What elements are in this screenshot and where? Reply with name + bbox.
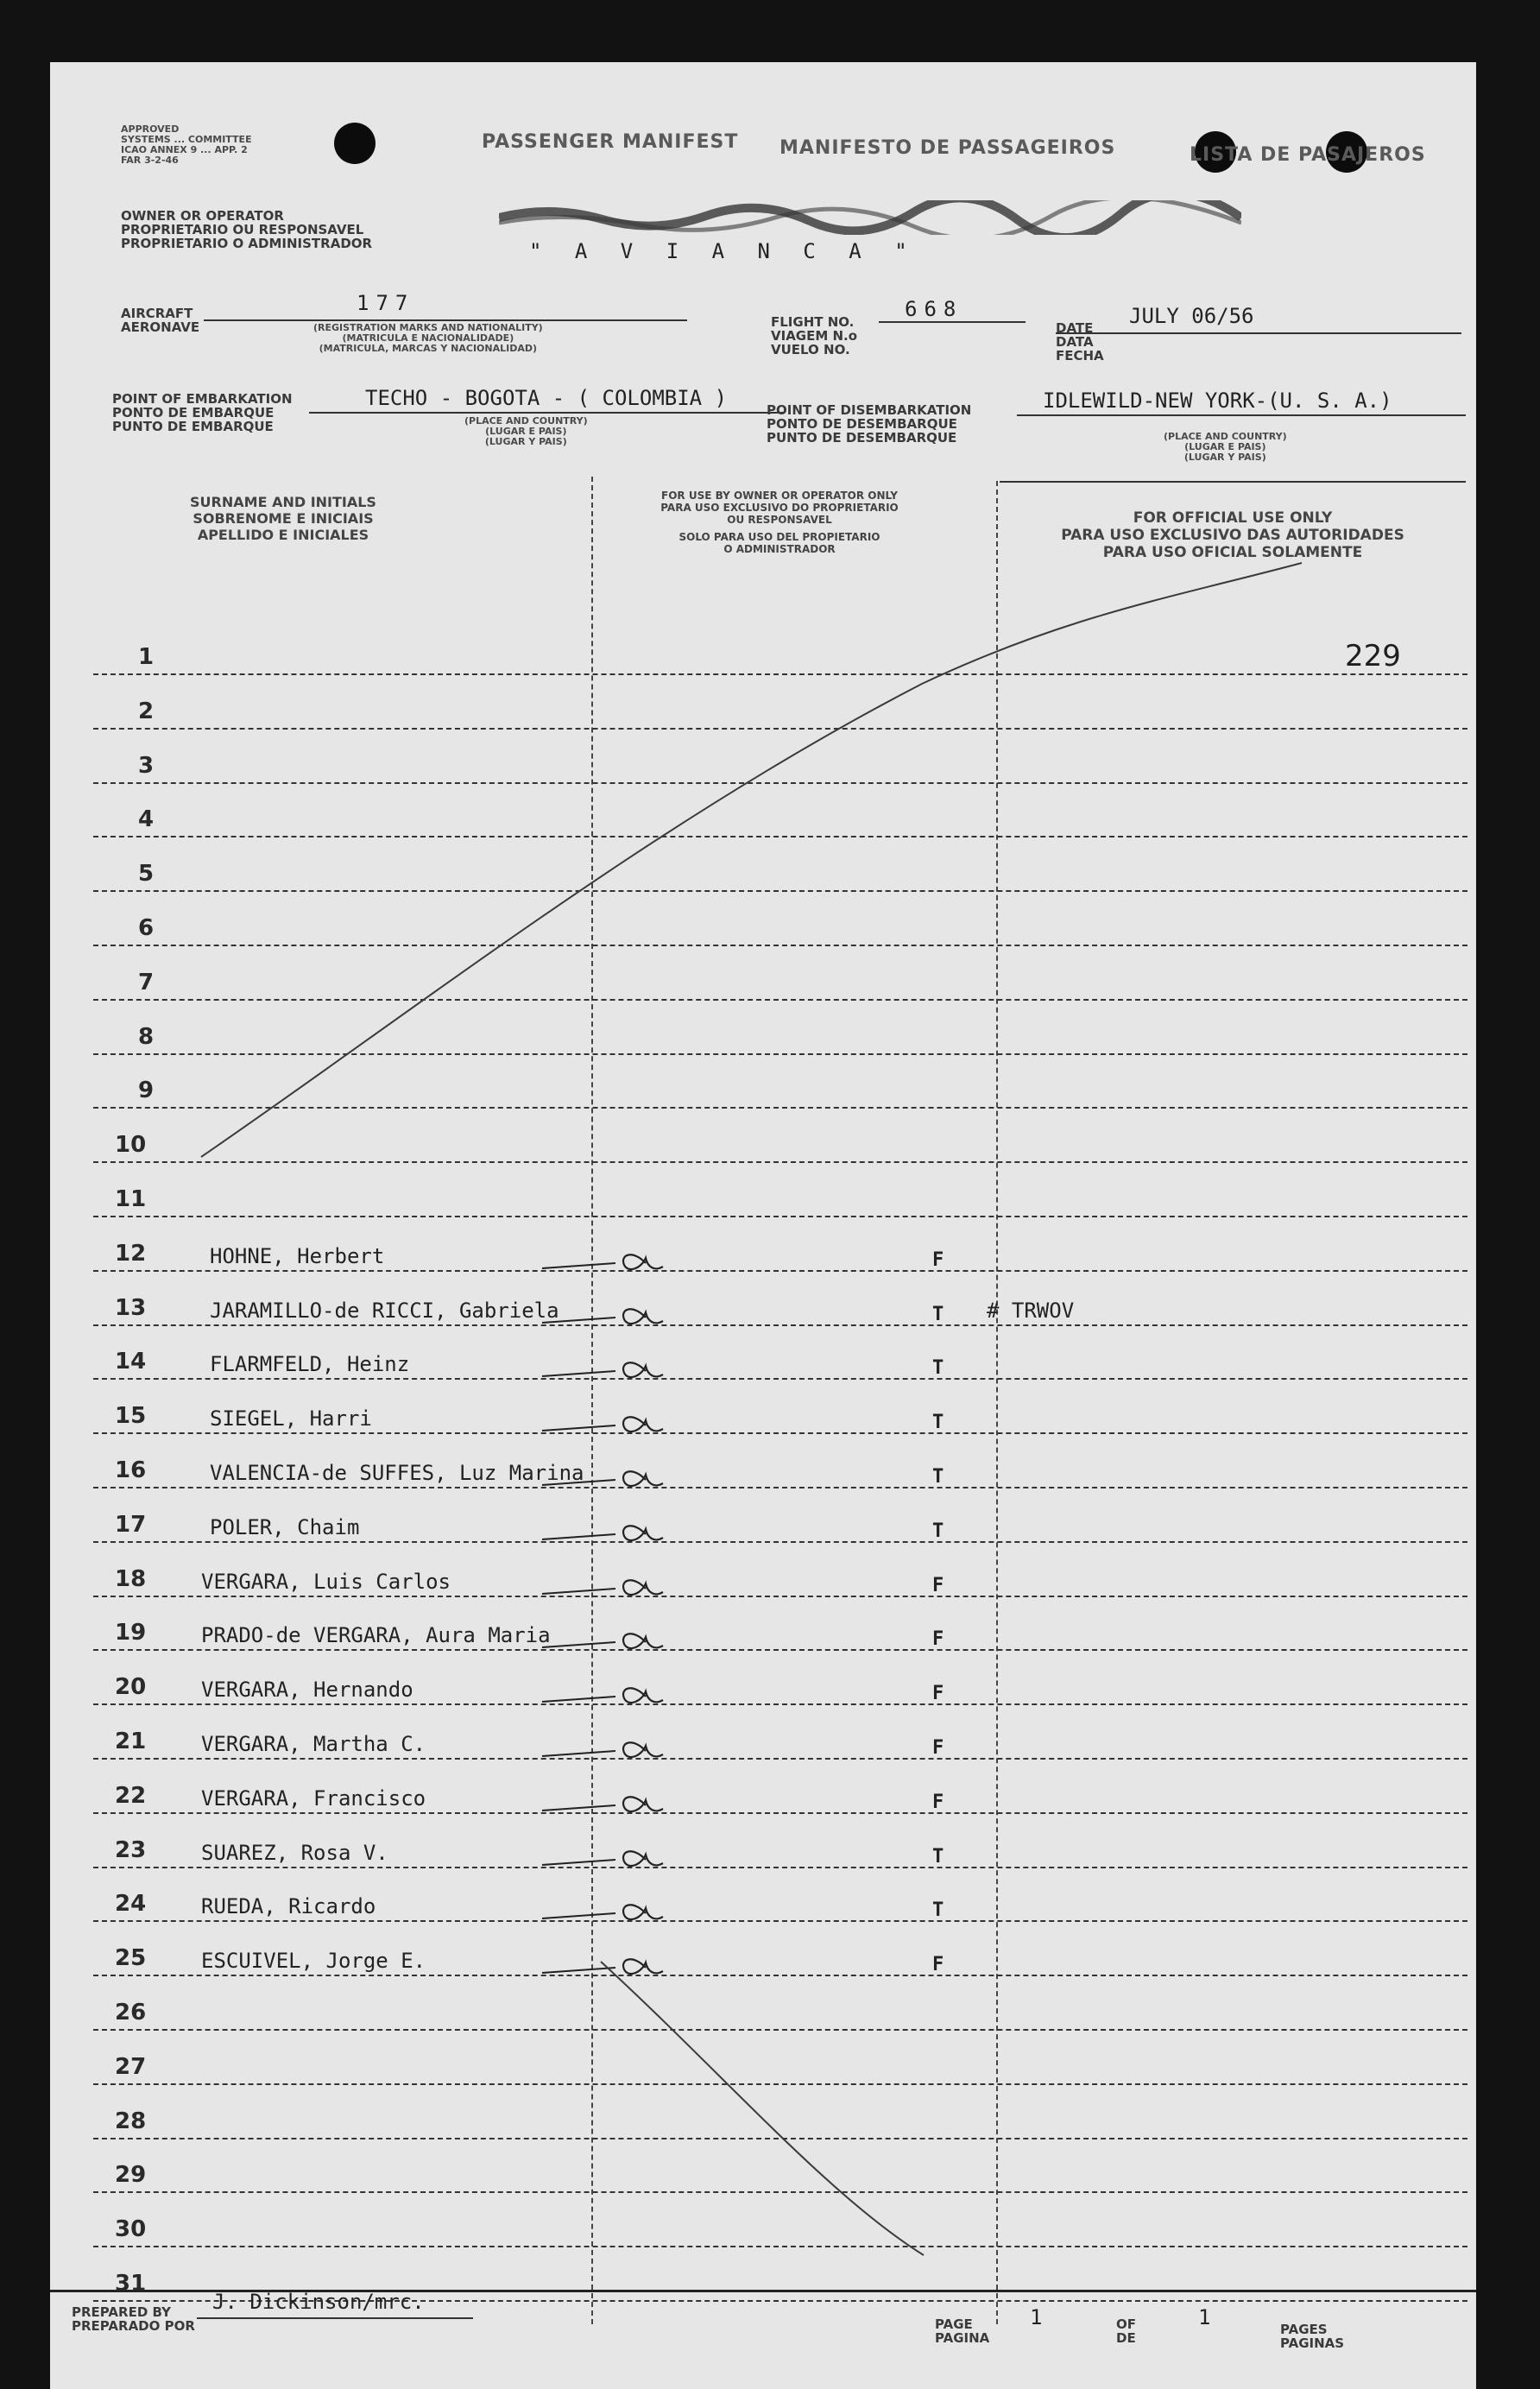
row-rule [93,1703,1467,1705]
row-number: 29 [115,2162,147,2189]
row-number: 15 [115,1403,147,1430]
header-top-rule [1000,481,1466,483]
handwritten-check-mark [538,1345,685,1388]
prepared-value: J. Dickinson/mrc. [212,2290,425,2314]
row-number: 2 [138,698,155,724]
flight-value: 668 [905,297,963,321]
passenger-code: T [932,1357,944,1380]
row-number: 20 [115,1674,147,1701]
title-en: PASSENGER MANIFEST [482,131,739,153]
passenger-code: T [932,1466,944,1488]
handwritten-check-mark [538,1725,685,1768]
disembark-value: IDLEWILD-NEW YORK-(U. S. A.) [1043,389,1392,413]
aircraft-underline [204,319,687,321]
row-number: 30 [115,2216,147,2243]
manifest-sheet [50,62,1476,2389]
handwritten-check-mark [538,1508,685,1552]
row-number: 3 [138,752,155,779]
handwritten-check-mark [538,1563,685,1606]
passenger-name: PRADO-de VERGARA, Aura Maria [201,1623,551,1648]
handwritten-check-mark [538,1400,685,1443]
approval-block: APPROVED SYSTEMS ... COMMITTEE ICAO ANNEX 9 ... APP. 2 FAR 3-2-46 [121,123,252,166]
embark-place-label: (PLACE AND COUNTRY) (LUGAR E PAIS) (LUGAR Y PAIS) [464,415,588,447]
passenger-code: T [932,1303,944,1325]
handwritten-check-mark [538,1942,685,1985]
crossed-out-owner-line [499,200,1241,235]
row-number: 26 [115,2000,147,2026]
row-number: 8 [138,1023,155,1050]
passenger-name: ESCUIVEL, Jorge E. [201,1949,426,1974]
passenger-name: VERGARA, Hernando [201,1678,413,1703]
registration-label: (REGISTRATION MARKS AND NATIONALITY) (MATRICULA E NACIONALIDADE) (MATRICULA, MARCAS Y NACIONALIDAD) [313,322,543,354]
passenger-name: FLARMFELD, Heinz [210,1352,410,1377]
passenger-code: F [932,1683,944,1705]
row-number: 6 [138,915,155,941]
owner-label: OWNER OR OPERATOR PROPRIETARIO OU RESPONSAVEL PROPRIETARIO O ADMINISTRADOR [121,208,373,251]
prepared-label: PREPARED BY PREPARADO POR [72,2304,195,2334]
of-label: OF DE [1116,2316,1136,2346]
row-number: 12 [115,1240,147,1267]
row-rule [93,782,1467,784]
row-rule [93,1975,1467,1976]
passenger-name: RUEDA, Ricardo [201,1894,376,1919]
row-number: 16 [115,1457,147,1483]
handwritten-check-mark [538,1454,685,1497]
flight-underline [879,321,1026,323]
row-number: 28 [115,2108,147,2134]
passenger-name: POLER, Chaim [210,1514,360,1539]
row-rule [93,728,1467,730]
date-value: JULY 06/56 [1129,304,1254,328]
embark-label: POINT OF EMBARKATION PONTO DE EMBARQUE PUNTO DE EMBARQUE [112,391,293,434]
disembark-underline [1017,414,1466,416]
handwritten-check-mark [538,1779,685,1823]
passenger-code: T [932,1412,944,1434]
row-rule [93,1053,1467,1055]
embark-underline [309,412,784,414]
stamp-number: 229 [1345,639,1401,673]
passenger-code: F [932,1954,944,1976]
passenger-name: JARAMILLO-de RICCI, Gabriela [210,1298,559,1323]
row-rule [93,2029,1467,2031]
of-value: 1 [1198,2305,1211,2329]
row-rule [93,1270,1467,1272]
row-number: 21 [115,1729,147,1754]
owner-value: " A V I A N C A " [529,239,918,263]
row-rule [93,1596,1467,1597]
aircraft-label: AIRCRAFT AERONAVE [121,306,200,335]
row-rule [93,1867,1467,1868]
passenger-name: VALENCIA-de SUFFES, Luz Marina [210,1461,584,1485]
date-label: DATE DATA FECHA [1056,320,1104,363]
row-rule [93,1216,1467,1217]
flight-label: FLIGHT NO. VIAGEM N.o VUELO NO. [771,314,858,357]
passenger-code: T [932,1845,944,1868]
title-pt: MANIFESTO DE PASSAGEIROS [779,137,1116,159]
row-number: 25 [115,1945,147,1972]
passenger-code: F [932,1574,944,1596]
row-number: 24 [115,1891,147,1918]
row-rule [93,1324,1467,1326]
disembark-label: POINT OF DISEMBARKATION PONTO DE DESEMBARQUE PUNTO DE DESEMBARQUE [767,402,972,446]
row-number: 18 [115,1565,147,1592]
passenger-code: F [932,1737,944,1759]
row-rule [93,1541,1467,1543]
passenger-name: SIEGEL, Harri [210,1406,372,1432]
row-rule [93,890,1467,892]
row-rule [93,2191,1467,2193]
handwritten-check-mark [538,1671,685,1714]
row-rule [93,1487,1467,1488]
row-rule [93,1920,1467,1922]
row-number: 11 [115,1186,147,1212]
passenger-name: VERGARA, Luis Carlos [201,1569,451,1594]
page-value: 1 [1030,2305,1043,2329]
row-number: 5 [138,861,155,888]
row-rule [93,1378,1467,1380]
passenger-name: VERGARA, Francisco [201,1785,426,1811]
pages-label: PAGES PAGINAS [1280,2322,1345,2351]
row-rule [93,2083,1467,2085]
handwritten-check-mark [538,1292,685,1335]
passenger-name: SUAREZ, Rosa V. [201,1840,388,1865]
row-number: 14 [115,1349,147,1375]
passenger-code: F [932,1791,944,1813]
col-header-surname: SURNAME AND INITIALS SOBRENOME E INICIAIS APELLIDO E INICIALES [190,494,376,543]
punch-hole-left [334,123,376,164]
handwritten-check-mark [538,1834,685,1877]
row-rule [93,1432,1467,1434]
col-header-official: FOR OFFICIAL USE ONLY PARA USO EXCLUSIVO DAS AUTORIDADES PARA USO OFICIAL SOLAMENTE [1061,509,1404,561]
page-label: PAGE PAGINA [935,2316,990,2346]
row-number: 7 [138,969,155,995]
passenger-code: F [932,1628,944,1651]
passenger-code: F [932,1248,944,1271]
row-rule [93,945,1467,946]
row-number: 17 [115,1511,147,1538]
row-rule [93,999,1467,1001]
handwritten-check-mark [538,1616,685,1659]
row-number: 4 [138,806,155,833]
row-rule [93,1649,1467,1651]
row-rule [93,2246,1467,2247]
passenger-name: VERGARA, Martha C. [201,1732,426,1756]
row-rule [93,1812,1467,1814]
official-note: # TRWOV [987,1298,1075,1323]
row-rule [93,1758,1467,1760]
row-rule [93,673,1467,675]
aircraft-value: 177 [357,291,415,315]
row-number: 1 [138,644,155,670]
prepared-underline [197,2317,473,2319]
passenger-name: HOHNE, Herbert [210,1243,385,1268]
date-underline [1056,332,1461,334]
col-divider-2 [996,481,998,2324]
handwritten-check-mark [538,1237,685,1280]
row-number: 9 [138,1078,155,1104]
row-rule [93,836,1467,837]
col-header-operator: FOR USE BY OWNER OR OPERATOR ONLY PARA USO EXCLUSIVO DO PROPRIETARIO OU RESPONSAVEL SOLO PARA USO DEL PROPIETARIO O ADMINISTRADOR [660,490,899,555]
embark-value: TECHO - BOGOTA - ( COLOMBIA ) [365,386,728,410]
row-number: 10 [115,1132,147,1159]
row-number: 27 [115,2053,147,2080]
row-number: 31 [115,2271,147,2297]
passenger-code: T [932,1899,944,1922]
row-number: 22 [115,1782,147,1809]
title-es: LISTA DE PASAJEROS [1190,144,1426,166]
passenger-code: T [932,1520,944,1542]
row-number: 13 [115,1294,147,1321]
disembark-place-label: (PLACE AND COUNTRY) (LUGAR E PAIS) (LUGAR Y PAIS) [1164,431,1287,463]
row-rule [93,1107,1467,1109]
row-rule [93,1161,1467,1163]
handwritten-check-mark [538,1887,685,1931]
row-number: 19 [115,1620,147,1646]
row-rule [93,2138,1467,2139]
row-number: 23 [115,1836,147,1863]
